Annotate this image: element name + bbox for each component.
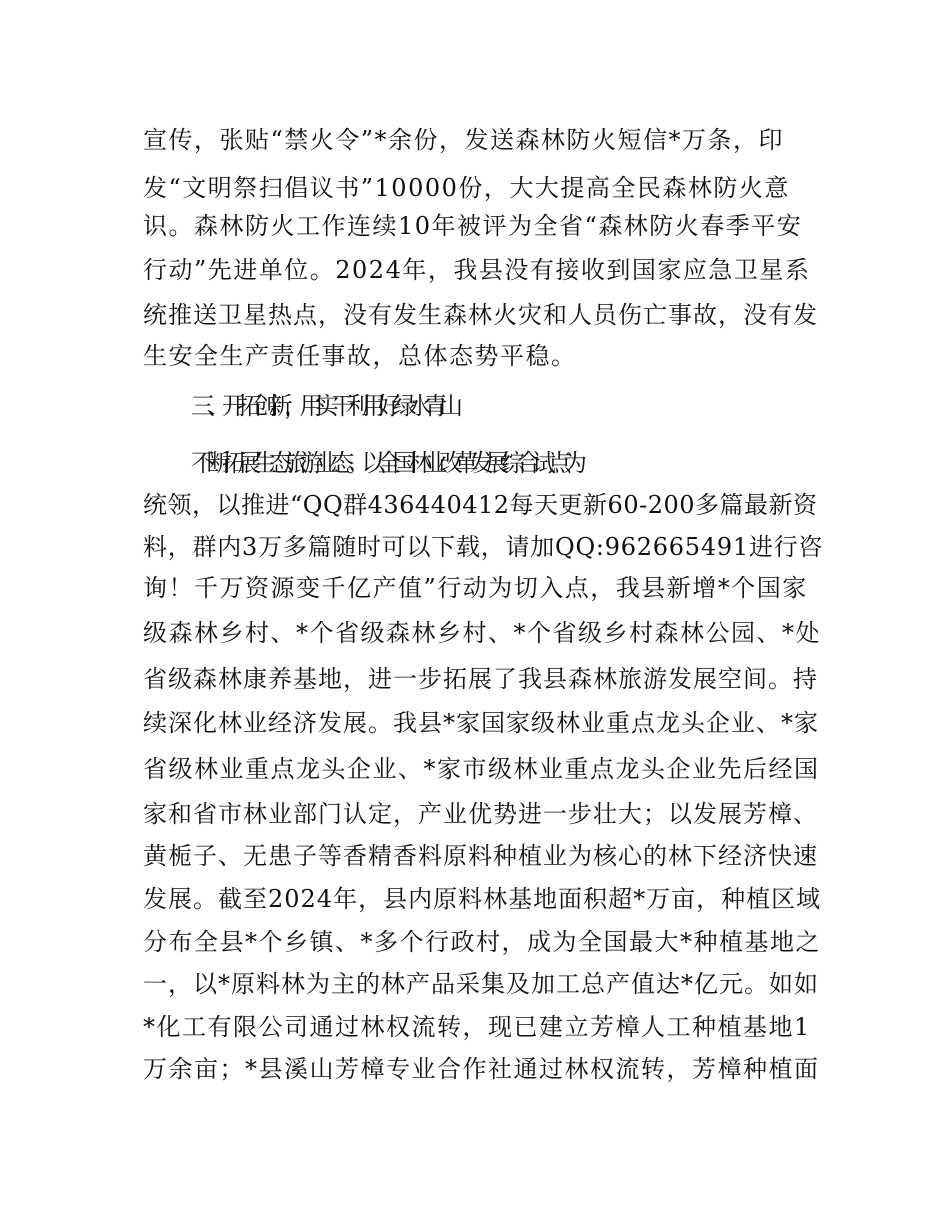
- text-line: 黄栀子、无患子等香精香料原料种植业为核心的林下经济快速: [143, 842, 818, 870]
- text-line: 分布全县*个乡镇、*多个行政村，成为全国最大*种植基地之: [143, 928, 821, 956]
- text-line: *化工有限公司通过林权流转，现已建立芳樟人工种植基地1: [143, 1013, 811, 1041]
- text-line: 统推送卫星热点，没有发生森林火灾和人员伤亡事故，没有发: [143, 301, 818, 329]
- text-line: 料，群内3万多篇随时可以下载，请加QQ:962665491进行咨: [143, 533, 824, 561]
- text-line: 发展。截至2024年，县内原料林基地面积超*万亩，种植区域: [143, 885, 822, 913]
- text-line: 一，以*原料林为主的林产品采集及加工总产值达*亿元。如如: [143, 970, 819, 998]
- text-line: 识。森林防火工作连续10年被评为全省“森林防火春季平安: [143, 212, 803, 240]
- text-line: 统领，以推进“QQ群436440412每天更新60-200多篇最新资: [143, 491, 818, 519]
- text-line: 宣传，张贴“禁火令”*余份，发送森林防火短信*万条，印: [143, 126, 785, 154]
- text-line: 家和省市林业部门认定，产业优势进一步壮大；以发展芳樟、: [143, 800, 818, 828]
- text-line: 生安全生产责任事故，总体态势平稳。: [143, 342, 577, 370]
- text-line: 省级森林康养基地，进一步拓展了我县森林旅游发展空间。持: [143, 665, 818, 693]
- text-line: 询！千万资源变千亿产值”行动为切入点，我县新增*个国家: [143, 574, 808, 602]
- text-line: 不断拓展生态旅游业态。以全国林业改革发展综合试点为: [191, 449, 579, 477]
- text-line: 万余亩；*县溪山芳樟专业合作社通过林权流转，芳樟种植面: [143, 1055, 820, 1083]
- text-line: 行动”先进单位。2024年，我县没有接收到国家应急卫星系: [143, 256, 811, 284]
- section-heading: 三、开拓创新，用实干利用好绿水青山: [191, 392, 455, 420]
- text-line: 发“文明祭扫倡议书”10000份，大大提高全民森林防火意: [143, 174, 790, 202]
- text-line: 级森林乡村、*个省级森林乡村、*个省级乡村森林公园、*处: [143, 619, 821, 647]
- text-line: 续深化林业经济发展。我县*家国家级林业重点龙头企业、*家: [143, 709, 819, 737]
- text-line: 省级林业重点龙头企业、*家市级林业重点龙头企业先后经国: [143, 755, 820, 783]
